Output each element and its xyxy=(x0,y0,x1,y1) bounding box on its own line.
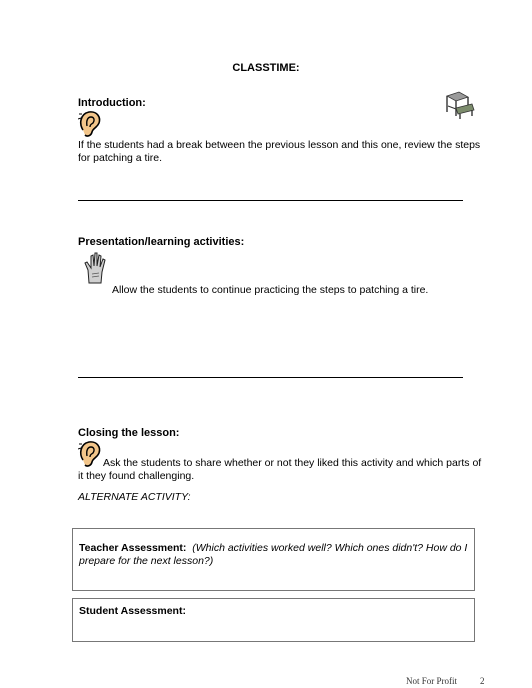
alternate-activity: ALTERNATE ACTIVITY: xyxy=(78,491,191,503)
hand-icon xyxy=(84,252,108,284)
page-number: 2 xyxy=(480,676,485,686)
presentation-text: Allow the students to continue practicing the steps to patching a tire. xyxy=(112,284,429,296)
student-assessment-box xyxy=(72,598,475,642)
closing-heading: Closing the lesson: xyxy=(78,427,180,439)
student-assessment-label: Student Assessment: xyxy=(79,605,186,617)
desk-chair-icon xyxy=(444,90,476,120)
teacher-assessment-text xyxy=(79,542,469,568)
divider xyxy=(78,377,463,378)
introduction-heading: Introduction: xyxy=(78,97,146,109)
ear-icon xyxy=(78,110,102,138)
footer-text: Not For Profit xyxy=(406,676,458,686)
divider xyxy=(78,200,463,201)
teacher-assessment-prompt: (Which activities worked well? Which ones didn't? How do I prepare for the next lesson?) xyxy=(79,542,468,567)
page-title: CLASSTIME: xyxy=(232,62,300,74)
teacher-assessment-box xyxy=(72,528,475,591)
teacher-assessment-label: Teacher Assessment: xyxy=(79,542,187,554)
closing-text: Ask the students to share whether or not they liked this activity and which parts of it they found challenging. xyxy=(78,457,482,482)
introduction-text: If the students had a break between the previous lesson and this one, review the steps for patching a tire. xyxy=(78,139,481,164)
presentation-heading: Presentation/learning activities: xyxy=(78,236,245,248)
